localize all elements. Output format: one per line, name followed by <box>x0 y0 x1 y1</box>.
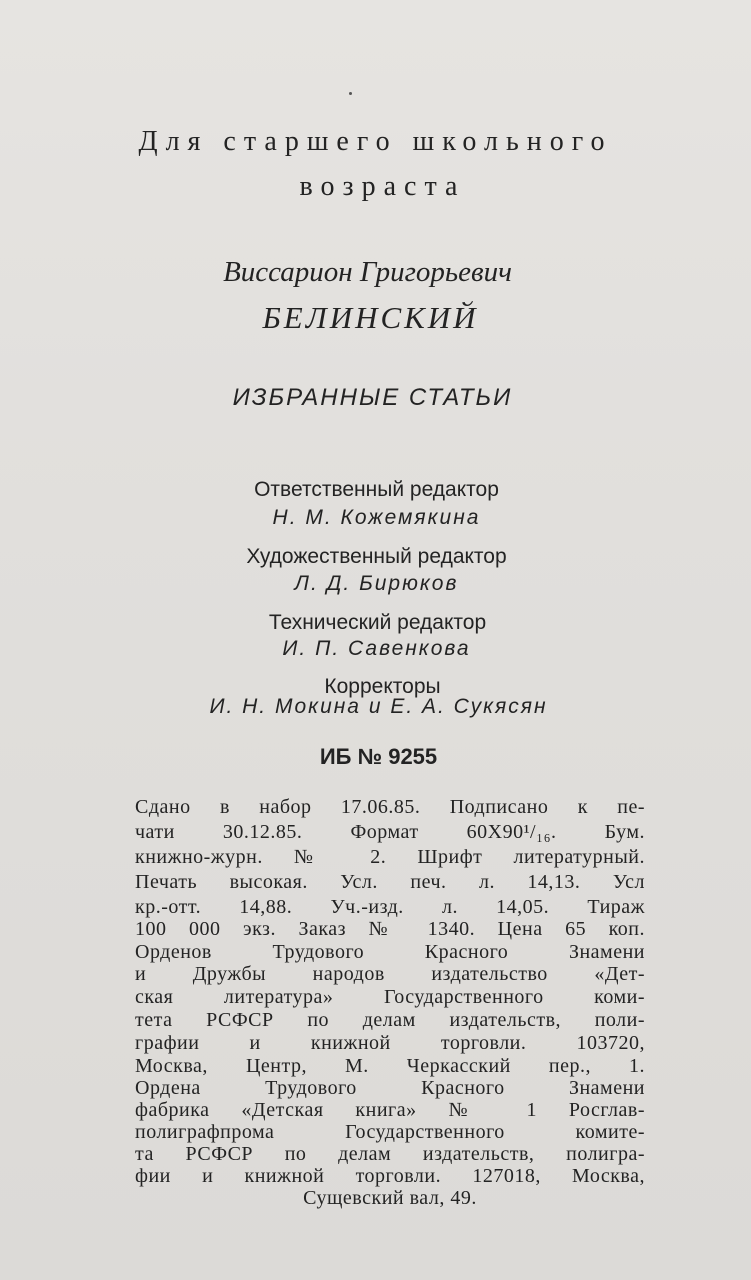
imprint-line: Орденов Трудового Красного Знамени <box>135 941 645 963</box>
imprint-line: полиграфпрома Государственного комите- <box>135 1121 645 1143</box>
imprint-line: Печать высокая. Усл. печ. л. 14,13. Усл <box>135 871 645 893</box>
imprint-line: та РСФСР по делам издательств, полигра- <box>135 1143 645 1165</box>
imprint-line: Сдано в набор 17.06.85. Подписано к пе- <box>135 796 645 818</box>
credit-person-3: И. П. Савенкова <box>282 637 471 660</box>
credit-role-1: Ответственный редактор <box>254 478 499 501</box>
imprint-line: Сущевский вал, 49. <box>303 1187 477 1209</box>
book-title: ИЗБРАННЫЕ СТАТЬИ <box>232 384 513 411</box>
credit-role-4: Корректоры <box>324 675 441 698</box>
author-surname: БЕЛИНСКИЙ <box>262 300 479 335</box>
imprint-line: фабрика «Детская книга» № 1 Росглав- <box>135 1099 645 1121</box>
credit-person-4: И. Н. Мокина и Е. А. Сукясян <box>209 695 548 718</box>
imprint-line: тета РСФСР по делам издательств, поли- <box>135 1009 645 1031</box>
imprint-line: Москва, Центр, М. Черкасский пер., 1. <box>135 1055 645 1077</box>
imprint-line: фии и книжной торговли. 127018, Москва, <box>135 1165 645 1187</box>
credit-role-3: Технический редактор <box>268 611 487 634</box>
print-speck <box>349 92 352 95</box>
credit-role-2: Художественный редактор <box>246 545 507 568</box>
audience-line-1: Для старшего школьного <box>138 126 613 157</box>
imprint-line: ская литература» Государственного коми- <box>135 986 645 1008</box>
imprint-line: и Дружбы народов издательство «Дет- <box>135 963 645 985</box>
imprint-line: чати 30.12.85. Формат 60Х90¹/₁₆. Бум. <box>135 821 645 843</box>
credit-person-2: Л. Д. Бирюков <box>294 572 459 595</box>
imprint-line: книжно-журн. № 2. Шрифт литературный. <box>135 846 645 868</box>
ib-number: ИБ № 9255 <box>319 744 438 769</box>
imprint-line: кр.-отт. 14,88. Уч.-изд. л. 14,05. Тираж <box>135 896 645 918</box>
audience-line-2: возраста <box>299 171 466 202</box>
author-name: Виссарион Григорьевич <box>223 256 512 288</box>
credit-person-1: Н. М. Кожемякина <box>272 506 481 529</box>
imprint-line: графии и книжной торговли. 103720, <box>135 1032 645 1054</box>
imprint-line: Ордена Трудового Красного Знамени <box>135 1077 645 1099</box>
imprint-line: 100 000 экз. Заказ № 1340. Цена 65 коп. <box>135 918 645 940</box>
